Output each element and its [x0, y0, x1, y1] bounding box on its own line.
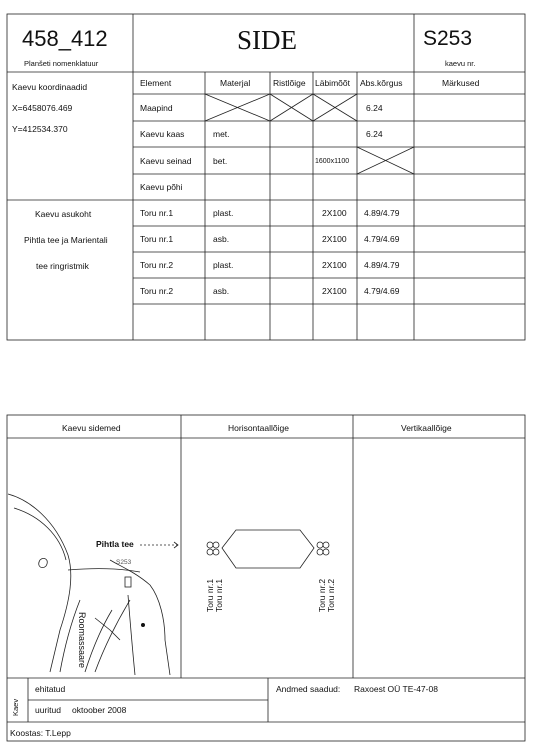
data-source-value: Raxoest OÜ TE-47-08 [354, 684, 438, 694]
page-title: SIDE [237, 25, 297, 55]
map-sketch [8, 494, 178, 675]
map-well-label: S253 [116, 559, 132, 566]
coord-x: X=6458076.469 [12, 103, 73, 113]
table-cell: 6.24 [366, 129, 383, 139]
table-cell: bet. [213, 156, 228, 166]
sheet-label: Planšeti nomenklatuur [24, 59, 99, 68]
table-cell: 2X100 [322, 260, 347, 270]
table-cell: Maapind [140, 103, 173, 113]
table-cell: Toru nr.1 [140, 234, 174, 244]
table-cell: 6.24 [366, 103, 383, 113]
location-line2: tee ringristmik [36, 261, 89, 271]
pipe-label: Toru nr.2 [326, 578, 336, 612]
status-surveyed-label: uuritud [35, 705, 61, 715]
panel-title-horizontal: Horisontaallõige [228, 423, 289, 433]
col-header-section: Ristlõige [273, 78, 306, 88]
author: Koostas: T.Lepp [10, 728, 71, 738]
pipe-label: Toru nr.1 [205, 578, 215, 612]
location-title: Kaevu asukoht [35, 209, 92, 219]
col-header-elevation: Abs.kõrgus [360, 78, 403, 88]
panel-title-connections: Kaevu sidemed [62, 423, 121, 433]
table-cell: Kaevu seinad [140, 156, 192, 166]
location-line1: Pihtla tee ja Marientali [24, 235, 108, 245]
col-header-material: Materjal [220, 78, 251, 88]
status-surveyed-date: oktoober 2008 [72, 705, 127, 715]
table-cell: 1600x1100 [315, 158, 350, 165]
status-built: ehitatud [35, 684, 66, 694]
table-cell: met. [213, 129, 230, 139]
table-cell: 2X100 [322, 234, 347, 244]
sheet-number: 458_412 [22, 26, 108, 51]
col-header-diameter: Läbimõõt [315, 78, 350, 88]
coord-y: Y=412534.370 [12, 124, 68, 134]
map-road-label: Pihtla tee [96, 539, 134, 549]
well-point-marker [141, 623, 145, 627]
horizontal-section [207, 530, 329, 568]
pipe-label: Toru nr.1 [214, 578, 224, 612]
table-cell: 4.79/4.69 [364, 234, 400, 244]
table-cell: Kaevu kaas [140, 129, 185, 139]
data-source-label: Andmed saadud: [276, 684, 341, 694]
panel-title-vertical: Vertikaallõige [401, 423, 452, 433]
well-id: S253 [423, 27, 473, 50]
well-id-label: kaevu nr. [445, 59, 476, 68]
col-header-element: Element [140, 78, 172, 88]
table-cell: 4.89/4.79 [364, 208, 400, 218]
table-cell: 4.89/4.79 [364, 260, 400, 270]
table-cell: plast. [213, 208, 234, 218]
coords-title: Kaevu koordinaadid [12, 82, 88, 92]
table-cell: Toru nr.1 [140, 208, 174, 218]
footer-side-label: Kaev [11, 698, 20, 716]
table-cell: asb. [213, 234, 230, 244]
table-cell: Toru nr.2 [140, 286, 174, 296]
map-road-label: Roomassaare [77, 612, 87, 669]
table-cell: asb. [213, 286, 230, 296]
table-cell: Toru nr.2 [140, 260, 174, 270]
table-cell: 2X100 [322, 286, 347, 296]
table-cell: plast. [213, 260, 234, 270]
pipe-label: Toru nr.2 [317, 578, 327, 612]
table-cell: 4.79/4.69 [364, 286, 400, 296]
col-header-remarks: Märkused [442, 78, 480, 88]
table-cell: Kaevu põhi [140, 182, 183, 192]
table-cell: 2X100 [322, 208, 347, 218]
